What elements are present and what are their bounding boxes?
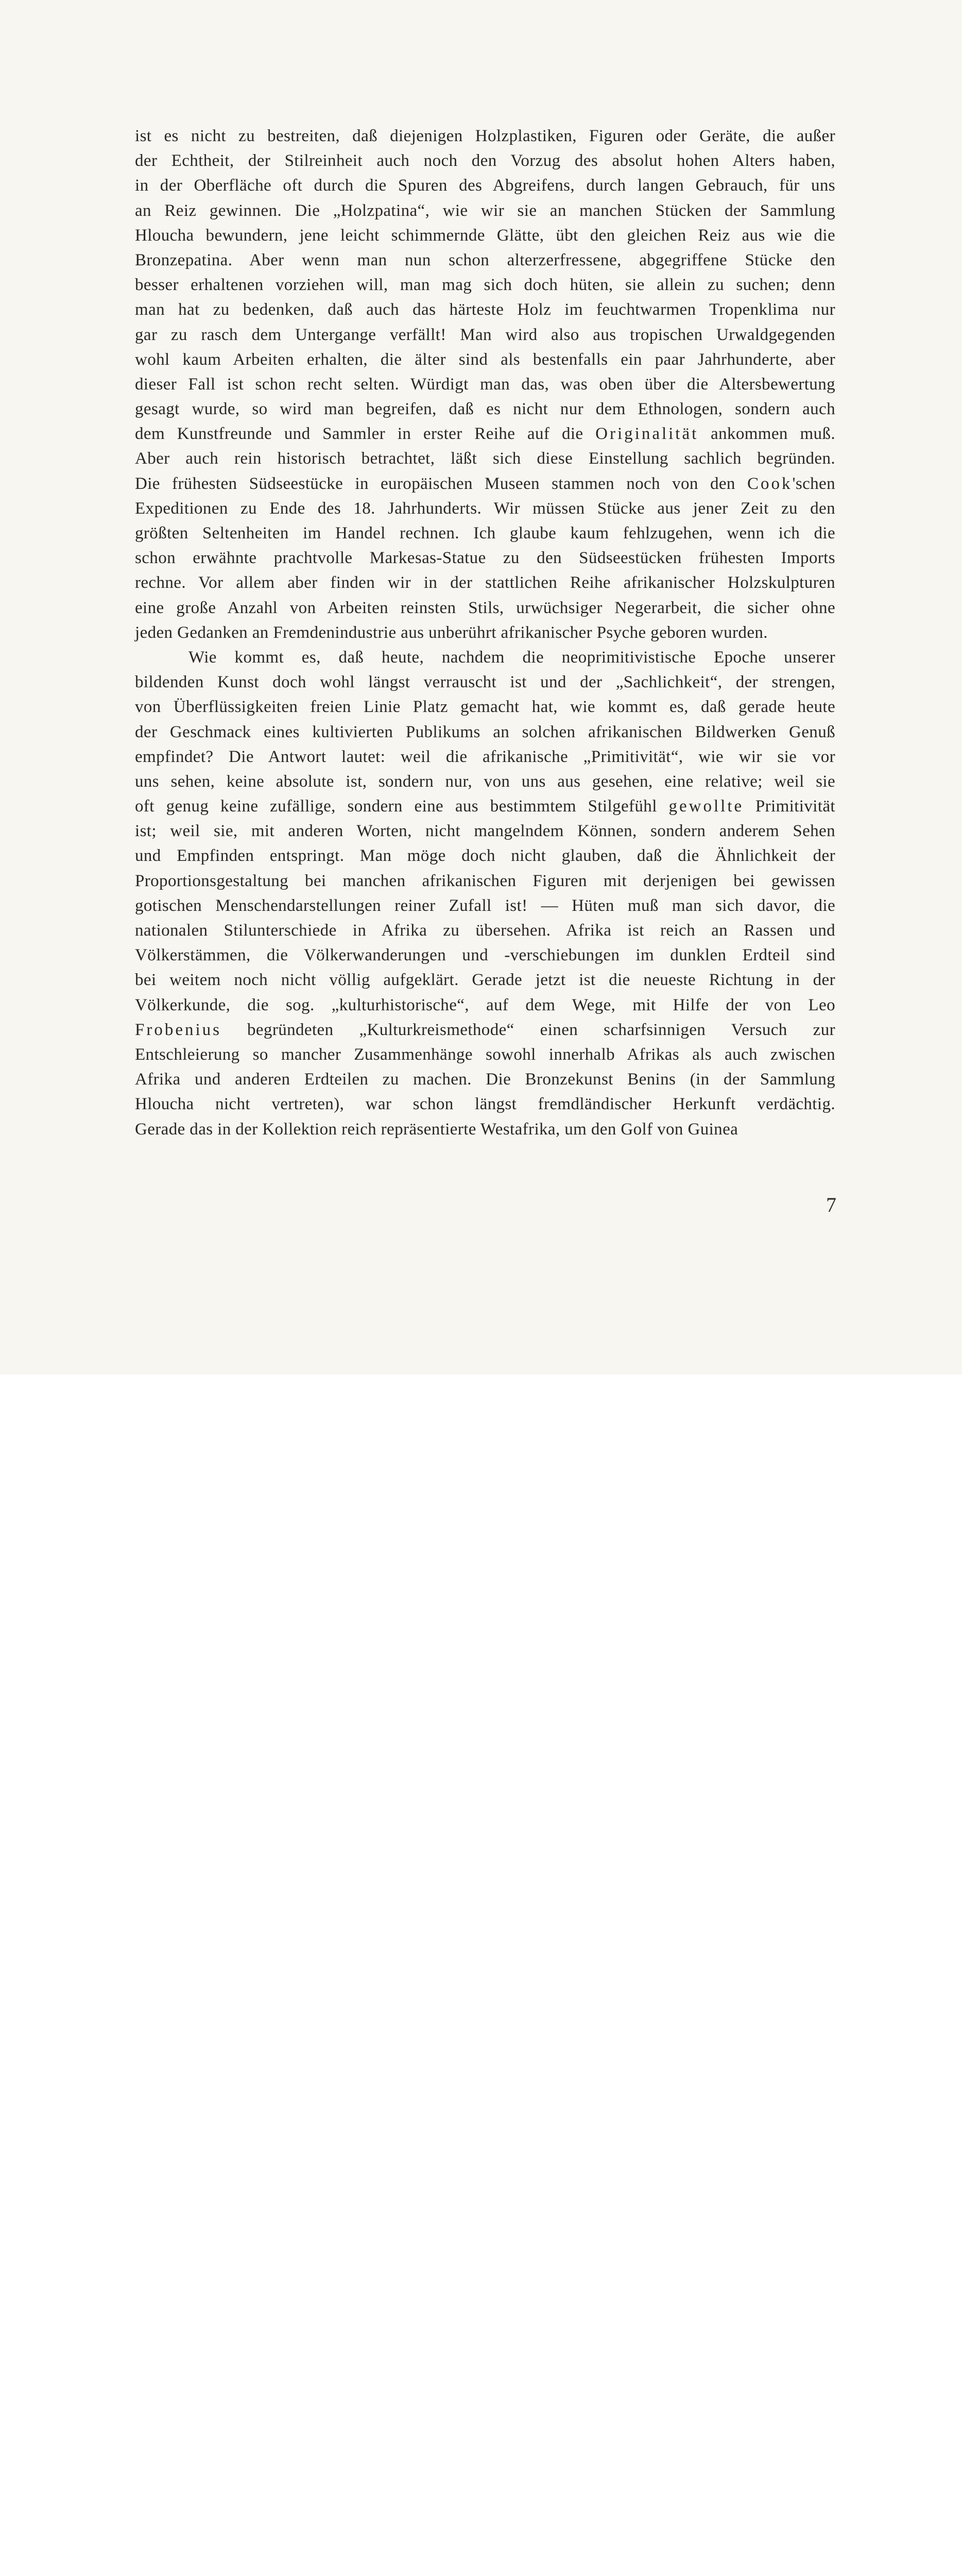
text-line: besser erhaltenen vorziehen will, man mag sich doch hüten, sie allein zu suchen; denn [135, 276, 835, 295]
text-line: Völkerstämmen, die Völkerwanderungen und -verschiebungen im dunklen Erdteil sind [135, 946, 835, 965]
page-number: 7 [826, 1193, 836, 1216]
body-text [135, 124, 835, 1142]
spaced-emphasis: Cook [747, 474, 793, 493]
text-line: uns sehen, keine absolute ist, sondern nur, von uns aus gesehen, eine relative; weil sie [135, 772, 835, 791]
text-line [135, 421, 835, 446]
text-line: Aber auch rein historisch betrachtet, läßt sich diese Einstellung sachlich begründen. [135, 449, 835, 468]
text-line: gar zu rasch dem Untergange verfällt! Man wird also aus tropischen Urwaldgegenden [135, 325, 835, 344]
spaced-emphasis: Frobenius [135, 1020, 221, 1039]
text-line [135, 471, 835, 496]
text-line: ist; weil sie, mit anderen Worten, nicht mangelndem Können, sondern anderem Sehen [135, 822, 835, 841]
text-line: wohl kaum Arbeiten erhalten, die älter sind als bestenfalls ein paar Jahrhunderte, aber [135, 350, 835, 369]
text-line: jeden Gedanken an Fremdenindustrie aus unberührt afrikanischer Psyche geboren wurden. [135, 623, 768, 642]
text-line: man hat zu bedenken, daß auch das härteste Holz im feuchtwarmen Tropenklima nur [135, 300, 835, 319]
text-line: nationalen Stilunterschiede in Afrika zu übersehen. Afrika ist reich an Rassen und [135, 921, 835, 940]
text-line: Entschleierung so mancher Zusammenhänge sowohl innerhalb Afrikas als auch zwischen [135, 1045, 835, 1064]
text-segment: ankommen muß. [698, 425, 836, 444]
text-segment: begründeten „Kulturkreismethode“ einen scharfsinnigen Versuch zur [221, 1020, 835, 1039]
text-line: Expeditionen zu Ende des 18. Jahrhunderts. Wir müssen Stücke aus jener Zeit zu den [135, 499, 835, 518]
text-line: eine große Anzahl von Arbeiten reinsten Stils, urwüchsiger Negerarbeit, die sicher ohne [135, 598, 835, 617]
text-segment: Primitivität [744, 797, 835, 816]
text-line: von Überflüssigkeiten freien Linie Platz gemacht hat, wie kommt es, daß gerade heute [135, 698, 835, 717]
text-line: Proportionsgestaltung bei manchen afrikanischen Figuren mit derjenigen bei gewissen [135, 871, 835, 890]
text-line: rechne. Vor allem aber finden wir in der stattlichen Reihe afrikanischer Holzskulpturen [135, 573, 835, 592]
text-line: in der Oberfläche oft durch die Spuren des Abgreifens, durch langen Gebrauch, für uns [135, 176, 835, 195]
text-line [135, 794, 835, 819]
spaced-emphasis: Originalität [595, 425, 699, 444]
text-line: schon erwähnte prachtvolle Markesas-Statue zu den Südseestücken frühesten Imports [135, 549, 835, 568]
text-line: empfindet? Die Antwort lautet: weil die afrikanische „Primitivität“, wie wir sie vor [135, 747, 835, 766]
text-line: gotischen Menschendarstellungen reiner Zufall ist! — Hüten muß man sich davor, die [135, 896, 835, 915]
text-line: gesagt wurde, so wird man begreifen, daß es nicht nur dem Ethnologen, sondern auch [135, 400, 835, 419]
text-line: bei weitem noch nicht völlig aufgeklärt. Gerade jetzt ist die neueste Richtung in der [135, 971, 835, 990]
text-line: Völkerkunde, die sog. „kulturhistorische“, auf dem Wege, mit Hilfe der von Leo [135, 995, 835, 1014]
text-line: und Empfinden entspringt. Man möge doch nicht glauben, daß die Ähnlichkeit der [135, 846, 835, 866]
text-line: Wie kommt es, daß heute, nachdem die neoprimitivistische Epoche unserer [188, 648, 835, 667]
text-line: Hloucha bewundern, jene leicht schimmernde Glätte, übt den gleichen Reiz aus wie die [135, 226, 835, 245]
text-line: Hloucha nicht vertreten), war schon längst fremdländischer Herkunft verdächtig. [135, 1095, 835, 1114]
text-line: Bronzepatina. Aber wenn man nun schon alterzerfressene, abgegriffene Stücke den [135, 250, 835, 269]
text-line: bildenden Kunst doch wohl längst verrauscht ist und der „Sachlichkeit“, der strengen, [135, 673, 835, 692]
text-line: größten Seltenheiten im Handel rechnen. Ich glaube kaum fehlzugehen, wenn ich die [135, 524, 835, 543]
text-segment: Die frühesten Südseestücke in europäischen Museen stammen noch von den [135, 474, 747, 493]
text-line: Gerade das in der Kollektion reich repräsentierte Westafrika, um den Golf von Guinea [135, 1120, 738, 1139]
text-line: der Geschmack eines kultivierten Publikums an solchen afrikanischen Bildwerken Genuß [135, 722, 835, 741]
footer-bar [0, 1375, 962, 1444]
text-line: an Reiz gewinnen. Die „Holzpatina“, wie wir sie an manchen Stücken der Sammlung [135, 201, 835, 220]
text-segment: dem Kunstfreunde und Sammler in erster Reihe auf die [135, 425, 596, 444]
text-line: Afrika und anderen Erdteilen zu machen. Die Bronzekunst Benins (in der Sammlung [135, 1070, 835, 1089]
text-segment: oft genug keine zufällige, sondern eine aus bestimmtem Stilgefühl [135, 797, 669, 816]
text-segment: 'schen [792, 474, 835, 493]
text-line [135, 1018, 835, 1042]
text-line: dieser Fall ist schon recht selten. Würdigt man das, was oben über die Altersbewertung [135, 375, 835, 394]
text-line: der Echtheit, der Stilreinheit auch noch den Vorzug des absolut hohen Alters haben, [135, 151, 835, 171]
spaced-emphasis: gewollte [668, 797, 744, 816]
text-line: ist es nicht zu bestreiten, daß diejenigen Holzplastiken, Figuren oder Geräte, die außer [135, 127, 835, 145]
